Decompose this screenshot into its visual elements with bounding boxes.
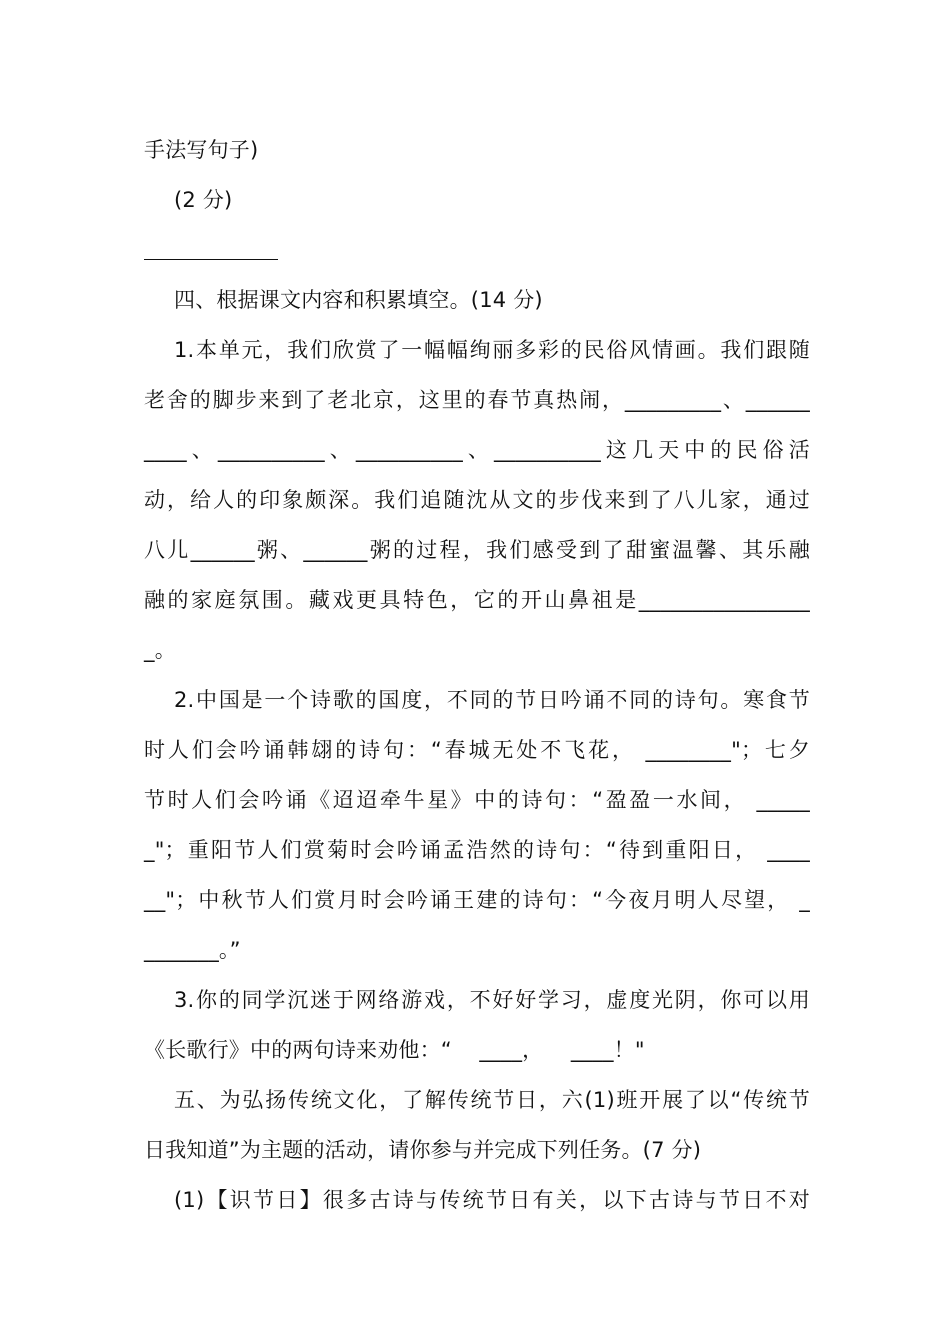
q1-line-2: 老舍的脚步来到了老北京，这里的春节真热闹，_________、______ — [144, 388, 810, 412]
q1-line-6: 融的家庭氛围。藏戏更具特色，它的开山鼻祖是________________ — [144, 588, 810, 612]
q1-line-7: _。 — [144, 638, 176, 662]
score-note: (2 分) — [174, 188, 233, 212]
answer-blank-line — [144, 259, 278, 260]
q2-line-6: _______。” — [144, 938, 241, 962]
task-1-line: (1)【识节日】很多古诗与传统节日有关，以下古诗与节日不对 — [174, 1188, 810, 1212]
q1-line-1: 1.本单元，我们欣赏了一幅幅绚丽多彩的民俗风情画。我们跟随 — [174, 338, 810, 362]
q2-line-2: 时人们会吟诵韩翃的诗句：“春城无处不飞花， ________"；七夕 — [144, 738, 810, 762]
section-five-line-1: 五、为弘扬传统文化，了解传统节日，六(1)班开展了以“传统节 — [174, 1088, 810, 1112]
q1-line-3: ____、__________、__________、__________这几天中的民俗活 — [144, 438, 810, 462]
q2-line-5: __"；中秋节人们赏月时会吟诵王建的诗句：“今夜月明人尽望， _ — [144, 888, 810, 912]
section-five-line-2: 日我知道”为主题的活动，请你参与并完成下列任务。(7 分) — [144, 1138, 702, 1162]
section-four-heading: 四、根据课文内容和积累填空。(14 分) — [174, 288, 543, 312]
q3-line-1: 3.你的同学沉迷于网络游戏，不好好学习，虚度光阴，你可以用 — [174, 988, 810, 1012]
q2-line-4: _"；重阳节人们赏菊时会吟诵孟浩然的诗句：“待到重阳日， ____ — [144, 838, 810, 862]
text-line-prompt-end: 手法写句子) — [144, 138, 259, 162]
q3-line-2: 《长歌行》中的两句诗来劝他：“ ____， ____！" — [144, 1038, 645, 1062]
q1-line-5: 八儿______粥、______粥的过程，我们感受到了甜蜜温馨、其乐融 — [144, 538, 810, 562]
q1-line-4: 动，给人的印象颇深。我们追随沈从文的步伐来到了八儿家，通过 — [144, 488, 810, 512]
q2-line-3: 节时人们会吟诵《迢迢牵牛星》中的诗句：“盈盈一水间， _____ — [144, 788, 810, 812]
q2-line-1: 2.中国是一个诗歌的国度，不同的节日吟诵不同的诗句。寒食节 — [174, 688, 810, 712]
